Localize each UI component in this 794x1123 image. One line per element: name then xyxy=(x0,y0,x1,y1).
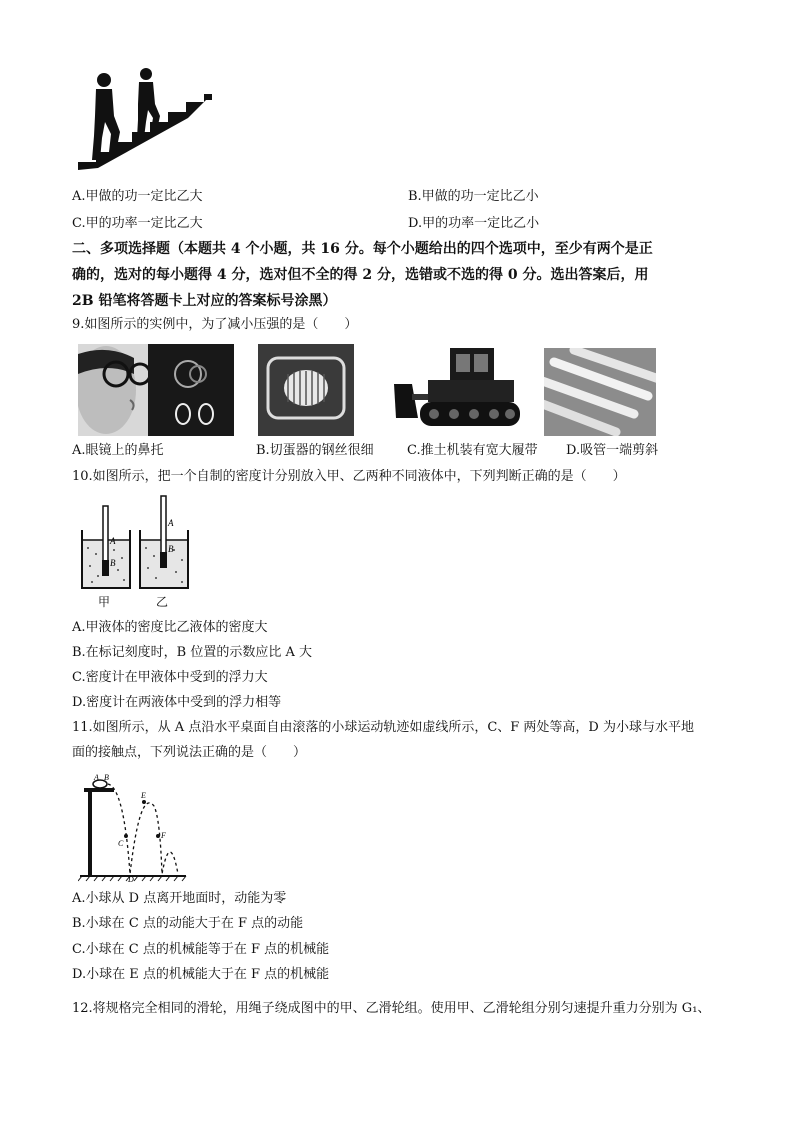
q8-option-a: A.甲做的功一定比乙大 xyxy=(72,189,203,204)
q9-photo-egg-slicer xyxy=(258,344,354,436)
q11-fig-label-d: D xyxy=(128,875,134,882)
q11-option-c: C.小球在 C 点的机械能等于在 F 点的机械能 xyxy=(72,942,330,957)
q9-photo-straws xyxy=(544,348,656,436)
q9-photo-glasses xyxy=(78,344,234,436)
q10-option-a: A.甲液体的密度比乙液体的密度大 xyxy=(72,620,268,635)
q11-fig-label-a: A xyxy=(94,773,99,782)
q9-stem: 9.如图所示的实例中，为了减小压强的是（ ） xyxy=(72,317,358,332)
q10-label-yi: 乙 xyxy=(156,595,169,609)
q11-stem-line1: 11.如图所示，从 A 点沿水平桌面自由滚落的小球运动轨迹如虚线所示，C、F 两处等高，D 为小球与水平地 xyxy=(72,720,694,735)
q10-fig-label-b-right: B xyxy=(168,544,174,554)
q10-option-d: D.密度计在两液体中受到的浮力相等 xyxy=(72,695,282,710)
q10-stem: 10.如图所示，把一个自制的密度计分别放入甲、乙两种不同液体中，下列判断正确的是（ ） xyxy=(72,469,626,484)
q9-photo-bulldozer xyxy=(392,344,522,436)
q10-fig-label-a-right: A xyxy=(168,518,174,528)
section2-heading-line1: 二、多项选择题（本题共 4 个小题，共 16 分。每个小题给出的四个选项中，至少有两个是正 xyxy=(72,241,653,257)
q11-option-b: B.小球在 C 点的动能大于在 F 点的动能 xyxy=(72,916,304,931)
q10-option-c: C.密度计在甲液体中受到的浮力大 xyxy=(72,670,268,685)
q11-stem-line2: 面的接触点，下列说法正确的是（ ） xyxy=(72,745,307,760)
q10-hydrometer-figure xyxy=(78,494,196,610)
q9-caption-d: D.吸管一端剪斜 xyxy=(566,443,659,458)
section2-heading-line3: 2B 铅笔将答题卡上对应的答案标号涂黑） xyxy=(72,293,337,309)
q11-fig-label-b: B xyxy=(104,773,109,782)
q11-fig-label-f: F xyxy=(161,831,166,840)
q9-caption-b: B.切蛋器的钢丝很细 xyxy=(256,443,374,458)
q10-option-b: B.在标记刻度时，B 位置的示数应比 A 大 xyxy=(72,645,313,660)
section2-heading-line2: 确的，选对的每小题得 4 分，选对但不全的得 2 分，选错或不选的得 0 分。选出答案后，用 xyxy=(72,267,649,283)
q9-caption-c: C.推土机装有宽大履带 xyxy=(407,443,538,458)
q11-ball-trajectory-figure xyxy=(78,770,188,882)
q10-fig-label-a-left: A xyxy=(110,536,116,546)
q11-option-a: A.小球从 D 点离开地面时，动能为零 xyxy=(72,891,287,906)
q8-option-d: D.甲的功率一定比乙小 xyxy=(408,216,540,231)
q11-option-d: D.小球在 E 点的机械能大于在 F 点的机械能 xyxy=(72,967,330,982)
q10-fig-label-b-left: B xyxy=(110,558,116,568)
q10-label-jia: 甲 xyxy=(98,595,111,609)
q11-fig-label-e: E xyxy=(141,791,146,800)
stairs-figure xyxy=(76,66,216,174)
q12-stem: 12.将规格完全相同的滑轮，用绳子绕成图中的甲、乙滑轮组。使用甲、乙滑轮组分别匀速提升重力分别为 G₁、 xyxy=(72,1001,711,1016)
q11-fig-label-c: C xyxy=(118,839,124,848)
q8-option-b: B.甲做的功一定比乙小 xyxy=(408,189,539,204)
q9-caption-a: A.眼镜上的鼻托 xyxy=(72,443,164,458)
q8-option-c: C.甲的功率一定比乙大 xyxy=(72,216,203,231)
